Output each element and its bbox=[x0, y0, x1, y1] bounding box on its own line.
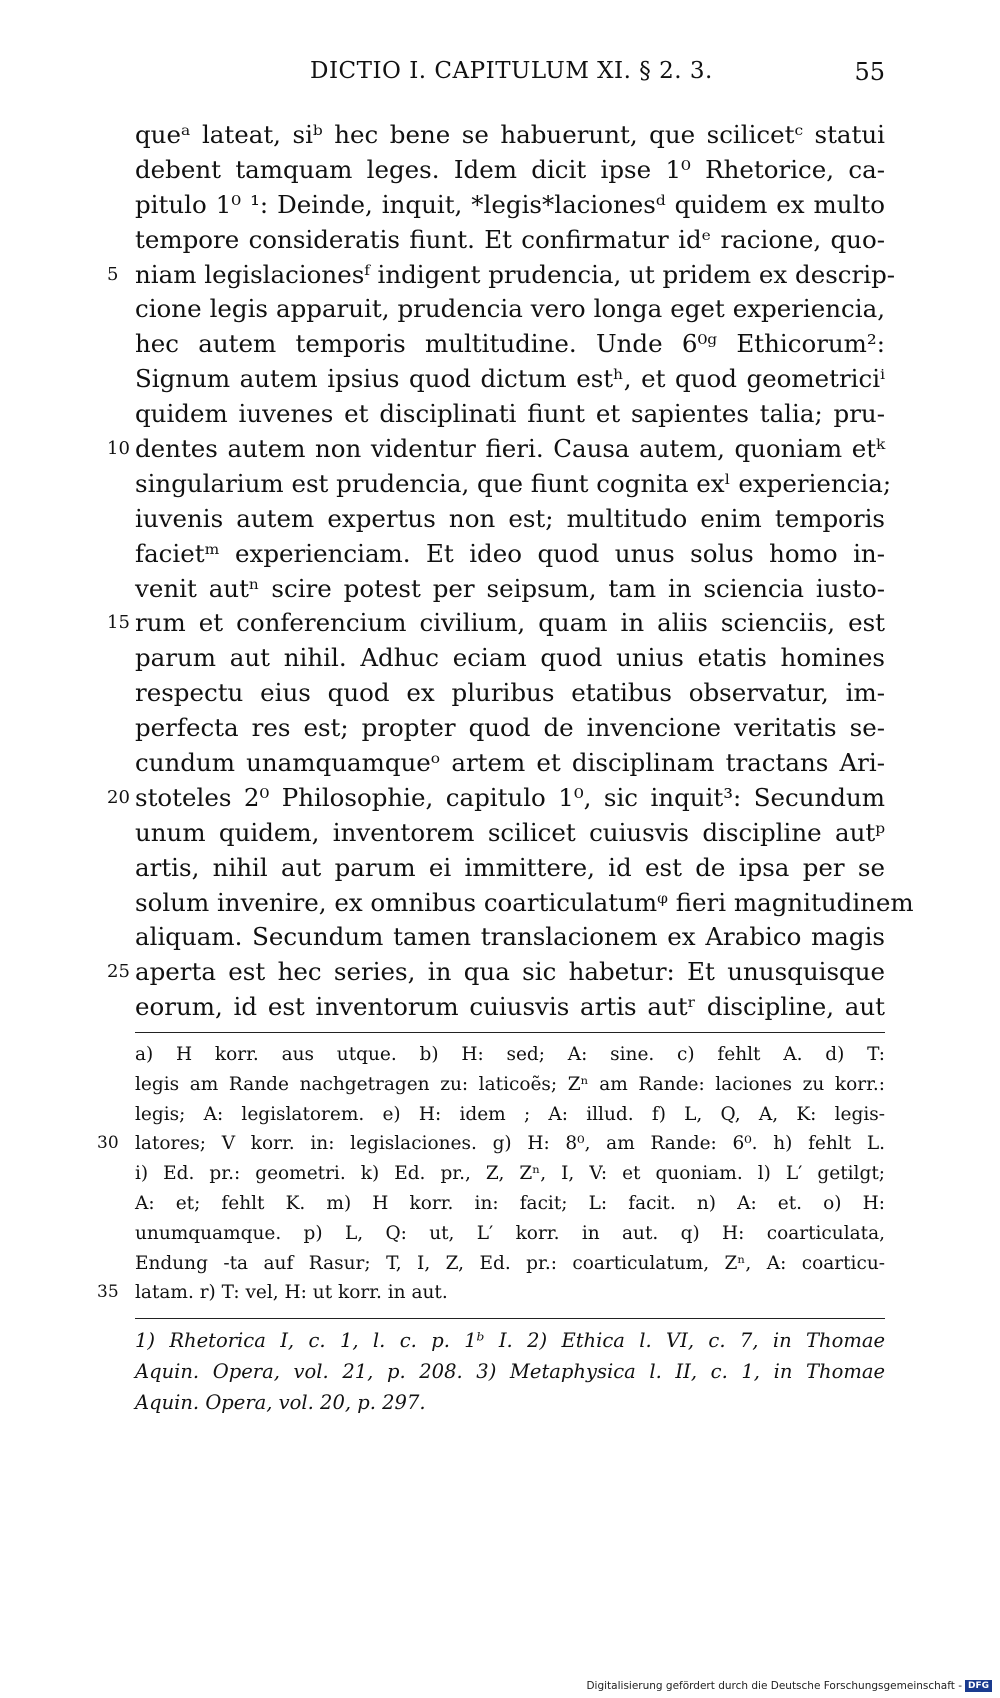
line-number: 15 bbox=[107, 612, 130, 634]
running-title: DICTIO I. CAPITULUM XI. § 2. 3. bbox=[310, 58, 713, 84]
running-header bbox=[135, 58, 885, 94]
body-text: aperta est hec series, in qua sic habetur: Et unusquisque bbox=[135, 957, 885, 987]
body-line bbox=[135, 362, 885, 397]
body-line bbox=[135, 641, 885, 676]
body-text: cundum unamquamqueᵒ artem et disciplinam tractans Ari- bbox=[135, 748, 885, 778]
apparatus-line bbox=[97, 1278, 885, 1308]
body-line bbox=[135, 327, 885, 362]
body-line bbox=[135, 188, 885, 223]
body-text: artis, nihil aut parum ei immittere, id est de ipsa per se bbox=[135, 852, 885, 882]
body-text: facietᵐ experienciam. Et ideo quod unus solus homo in- bbox=[135, 538, 885, 568]
body-line bbox=[107, 781, 885, 816]
main-text bbox=[107, 118, 914, 1025]
dfg-footer bbox=[586, 1680, 992, 1692]
apparatus-line bbox=[135, 1249, 885, 1279]
apparatus-line bbox=[97, 1129, 885, 1159]
body-line bbox=[135, 990, 885, 1025]
apparatus-text: A: et; fehlt K. m) H korr. in: facit; L: facit. n) A: et. o) H: bbox=[135, 1192, 885, 1214]
body-text: aliquam. Secundum tamen translacionem ex Arabico magis bbox=[135, 922, 885, 952]
body-text: solum invenire, ex omnibus coarticulatumᵠ fieri magnitudinem bbox=[135, 887, 914, 917]
line-number: 10 bbox=[107, 438, 130, 460]
apparatus-line bbox=[135, 1159, 885, 1189]
apparatus-divider bbox=[135, 1032, 885, 1033]
body-text: cione legis apparuit, prudencia vero longa eget experiencia, bbox=[135, 294, 885, 324]
body-line bbox=[135, 920, 885, 955]
body-text: hec autem temporis multitudine. Unde 6⁰ᵍ Ethicorum²: bbox=[135, 329, 885, 359]
body-text: quidem iuvenes et disciplinati fiunt et sapientes talia; pru- bbox=[135, 399, 885, 429]
apparatus-line bbox=[135, 1100, 885, 1130]
apparatus-text: a) H korr. aus utque. b) H: sed; A: sine. c) fehlt A. d) T: bbox=[135, 1044, 885, 1065]
body-text: pitulo 1⁰ ¹: Deinde, inquit, *legis*lacionesᵈ quidem ex multo bbox=[135, 189, 885, 219]
reference-line: 1) Rhetorica I, c. 1, l. c. p. 1ᵇ I. 2) Ethica l. VI, c. 7, in Thomae bbox=[135, 1329, 885, 1352]
body-text: unum quidem, inventorem scilicet cuiusvis discipline autᵖ bbox=[135, 817, 885, 847]
apparatus-text: unumquamque. p) L, Q: ut, L′ korr. in aut. q) H: coarticulata, bbox=[135, 1222, 885, 1244]
body-text: Signum autem ipsius quod dictum estʰ, et quod geometriciⁱ bbox=[135, 364, 885, 394]
critical-apparatus bbox=[97, 1040, 885, 1308]
apparatus-line bbox=[135, 1219, 885, 1249]
footer-text: Digitalisierung gefördert durch die Deutsche Forschungsgemeinschaft - bbox=[586, 1680, 962, 1692]
body-text: stoteles 2⁰ Philosophie, capitulo 1⁰, sic inquit³: Secundum bbox=[135, 782, 885, 812]
body-text: venit autⁿ scire potest per seipsum, tam in sciencia iusto- bbox=[135, 573, 885, 603]
apparatus-text: legis; A: legislatorem. e) H: idem ; A: illud. f) L, Q, A, K: legis- bbox=[135, 1103, 885, 1125]
body-line bbox=[107, 606, 885, 641]
body-line bbox=[135, 572, 885, 607]
body-line bbox=[135, 746, 885, 781]
body-line bbox=[135, 711, 885, 746]
reference-line: Aquin. Opera, vol. 20, p. 297. bbox=[135, 1391, 426, 1414]
apparatus-line bbox=[135, 1189, 885, 1219]
body-text: singularium est prudencia, que fiunt cognita exˡ experiencia; bbox=[135, 468, 892, 498]
body-line bbox=[135, 397, 885, 432]
body-line bbox=[135, 118, 885, 153]
apparatus-text: i) Ed. pr.: geometri. k) Ed. pr., Z, Zⁿ, I, V: et quoniam. l) L′ getilgt; bbox=[135, 1163, 885, 1185]
body-line bbox=[135, 816, 885, 851]
body-line bbox=[135, 886, 914, 921]
body-line bbox=[135, 537, 885, 572]
body-line bbox=[135, 467, 892, 502]
line-number: 20 bbox=[107, 786, 130, 808]
line-number: 30 bbox=[97, 1133, 119, 1154]
body-text: debent tamquam leges. Idem dicit ipse 1⁰ Rhetorice, ca- bbox=[135, 154, 885, 184]
body-line bbox=[135, 502, 885, 537]
apparatus-text: legis am Rande nachgetragen zu: laticoẽs; Zⁿ am Rande: laciones zu korr.: bbox=[135, 1073, 885, 1095]
dfg-logo: DFG bbox=[965, 1680, 992, 1692]
body-line bbox=[135, 153, 885, 188]
body-text: respectu eius quod ex pluribus etatibus observatur, im- bbox=[135, 678, 885, 708]
body-line bbox=[135, 292, 885, 327]
body-text: iuvenis autem expertus non est; multitudo enim temporis bbox=[135, 503, 885, 533]
line-number: 25 bbox=[107, 961, 130, 983]
body-line bbox=[135, 851, 885, 886]
body-text: dentes autem non videntur fieri. Causa autem, quoniam etᵏ bbox=[135, 434, 885, 464]
apparatus-line bbox=[135, 1070, 885, 1100]
line-number: 5 bbox=[107, 263, 119, 285]
body-text: eorum, id est inventorum cuiusvis artis autʳ discipline, aut bbox=[135, 992, 885, 1022]
body-text: rum et conferencium civilium, quam in aliis scienciis, est bbox=[135, 608, 885, 638]
body-text: niam legislacionesᶠ indigent prudencia, ut pridem ex descrip- bbox=[135, 259, 896, 289]
page-number: 55 bbox=[854, 58, 885, 86]
references-divider bbox=[135, 1318, 885, 1319]
body-text: perfecta res est; propter quod de invencione veritatis se- bbox=[135, 713, 885, 743]
line-number: 35 bbox=[97, 1282, 119, 1303]
apparatus-line bbox=[135, 1040, 885, 1070]
apparatus-text: latores; V korr. in: legislaciones. g) H: 8⁰, am Rande: 6⁰. h) fehlt L. bbox=[135, 1133, 885, 1155]
source-references bbox=[135, 1325, 885, 1418]
body-line bbox=[107, 955, 885, 990]
apparatus-text: Endung -ta auf Rasur; T, I, Z, Ed. pr.: coarticulatum, Zⁿ, A: coarticu- bbox=[135, 1252, 885, 1274]
body-text: parum aut nihil. Adhuc eciam quod unius etatis homines bbox=[135, 643, 885, 673]
reference-line: Aquin. Opera, vol. 21, p. 208. 3) Metaphysica l. II, c. 1, in Thomae bbox=[135, 1360, 885, 1383]
body-line bbox=[135, 223, 885, 258]
body-line bbox=[135, 676, 885, 711]
apparatus-text: latam. r) T: vel, H: ut korr. in aut. bbox=[135, 1282, 448, 1304]
body-text: queᵃ lateat, siᵇ hec bene se habuerunt, que scilicetᶜ statui bbox=[135, 120, 885, 149]
body-text: tempore consideratis fiunt. Et confirmatur idᵉ racione, quo- bbox=[135, 224, 885, 254]
body-line bbox=[107, 432, 885, 467]
body-line bbox=[107, 258, 896, 293]
